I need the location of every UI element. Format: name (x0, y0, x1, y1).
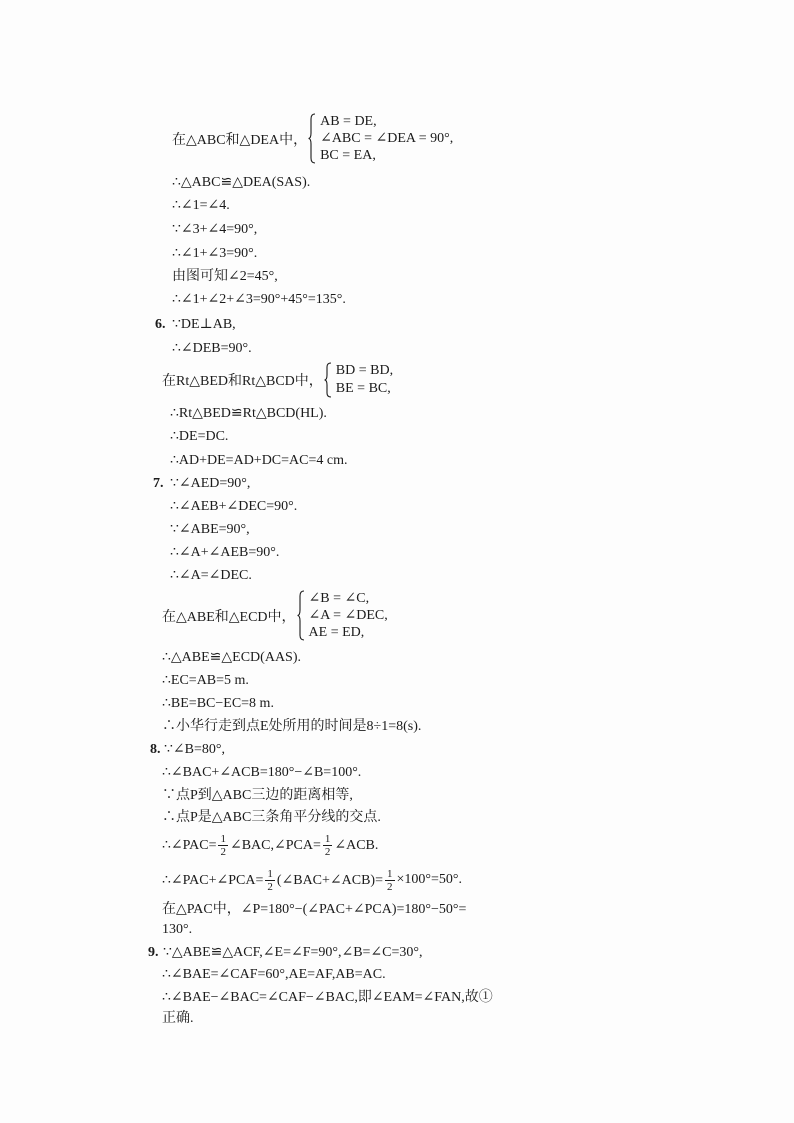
system-case: AB = DE, (320, 114, 377, 129)
solution-line: ∴EC=AB=5 m. (162, 673, 249, 688)
solution-line: ∴∠AEB+∠DEC=90°. (170, 499, 298, 514)
solution-line: ∵∠B=80°, (164, 742, 225, 757)
question-number: 6. (155, 317, 166, 332)
left-brace-icon (308, 113, 316, 164)
solution-line: ∴△ABC≌△DEA(SAS). (172, 175, 311, 190)
solution-line: ∴∠A=∠DEC. (170, 568, 252, 583)
fraction-line (162, 864, 462, 896)
system-case: AE = ED, (308, 625, 365, 640)
system-prefix: 在△ABE和△ECD中， (162, 609, 296, 625)
q7-congruence-system (162, 590, 388, 641)
solution-line: ∴AD+DE=AD+DC=AC=4 cm. (170, 453, 348, 468)
system-case: ∠ABC = ∠DEA = 90°, (320, 131, 454, 146)
q5-congruence-system (172, 113, 453, 164)
system-cases (309, 590, 388, 641)
solution-line: 在△PAC中，∠P=180°−(∠PAC+∠PCA)=180°−50°= (162, 902, 467, 917)
expression-part: ∠ACB. (334, 837, 379, 853)
fraction-denominator: 2 (324, 845, 331, 858)
solution-line: ∴DE=DC. (170, 429, 229, 444)
fraction-line (162, 829, 378, 861)
solution-line: ∵∠AED=90°, (170, 476, 251, 491)
question-number: 7. (153, 476, 164, 491)
solution-line: ∴∠BAE=∠CAF=60°,AE=AF,AB=AC. (162, 967, 386, 982)
system-case: BD = BD, (335, 363, 394, 378)
solution-line: ∴∠BAE−∠BAC=∠CAF−∠BAC,即∠EAM=∠FAN,故① (162, 990, 493, 1005)
fraction-denominator: 2 (387, 880, 393, 893)
solution-line: ∵点P到△ABC三边的距离相等, (162, 788, 353, 803)
expression-part: ∠BAC,∠PCA= (229, 837, 321, 853)
system-case: ∠B = ∠C, (308, 591, 370, 606)
system-prefix: 在Rt△BED和Rt△BCD中， (162, 374, 323, 389)
fraction (323, 833, 333, 858)
fraction-numerator: 1 (220, 832, 226, 845)
solution-line: 由图可知∠2=45°, (172, 269, 278, 284)
fraction (218, 833, 228, 858)
fraction-denominator: 2 (220, 845, 226, 858)
solution-line: ∴△ABE≌△ECD(AAS). (162, 650, 302, 665)
system-cases (336, 362, 393, 398)
system-prefix: 在△ABC和△DEA中， (172, 132, 308, 148)
solution-line: ∴∠1+∠2+∠3=90°+45°=135°. (172, 292, 346, 307)
left-brace-icon (297, 590, 305, 641)
left-brace-icon (324, 362, 332, 398)
q6-congruence-system (162, 362, 393, 398)
solution-line: ∴∠BAC+∠ACB=180°−∠B=100°. (162, 765, 362, 780)
solution-line: 130°. (162, 922, 193, 937)
solution-line: ∴∠DEB=90°. (172, 341, 252, 356)
solution-line: ∴Rt△BED≌Rt△BCD(HL). (170, 406, 327, 421)
system-case: BE = BC, (335, 381, 391, 396)
fraction-numerator: 1 (387, 867, 393, 880)
solution-line: ∴∠1+∠3=90°. (172, 246, 258, 261)
system-case: BC = EA, (320, 148, 376, 163)
expression-part: (∠BAC+∠ACB)= (276, 872, 383, 888)
solution-line: 正确. (162, 1011, 194, 1026)
solution-line: ∵DE⊥AB, (172, 317, 236, 332)
solution-line: ∴BE=BC−EC=8 m. (162, 696, 274, 711)
expression-part: ×100°=50°. (396, 872, 462, 887)
question-number: 8. (150, 742, 161, 757)
fraction-numerator: 1 (267, 867, 273, 880)
solution-line: ∴∠1=∠4. (172, 198, 230, 213)
solution-line: ∴小华行走到点E处所用的时间是8÷1=8(s). (162, 719, 422, 734)
solution-line: ∵∠3+∠4=90°, (172, 222, 258, 237)
solution-line: ∵△ABE≌△ACF,∠E=∠F=90°,∠B=∠C=30°, (163, 945, 423, 960)
solution-line: ∴点P是△ABC三条角平分线的交点. (162, 810, 381, 825)
solution-line: ∵∠ABE=90°, (170, 522, 250, 537)
fraction-denominator: 2 (267, 880, 273, 893)
system-cases (320, 113, 453, 164)
fraction-numerator: 1 (324, 832, 331, 845)
fraction (265, 868, 275, 893)
question-number: 9. (148, 945, 159, 960)
expression-part: ∴∠PAC+∠PCA= (162, 872, 264, 888)
fraction (385, 868, 395, 893)
system-case: ∠A = ∠DEC, (308, 608, 388, 623)
solution-line: ∴∠A+∠AEB=90°. (170, 545, 280, 560)
expression-part: ∴∠PAC= (162, 837, 217, 853)
